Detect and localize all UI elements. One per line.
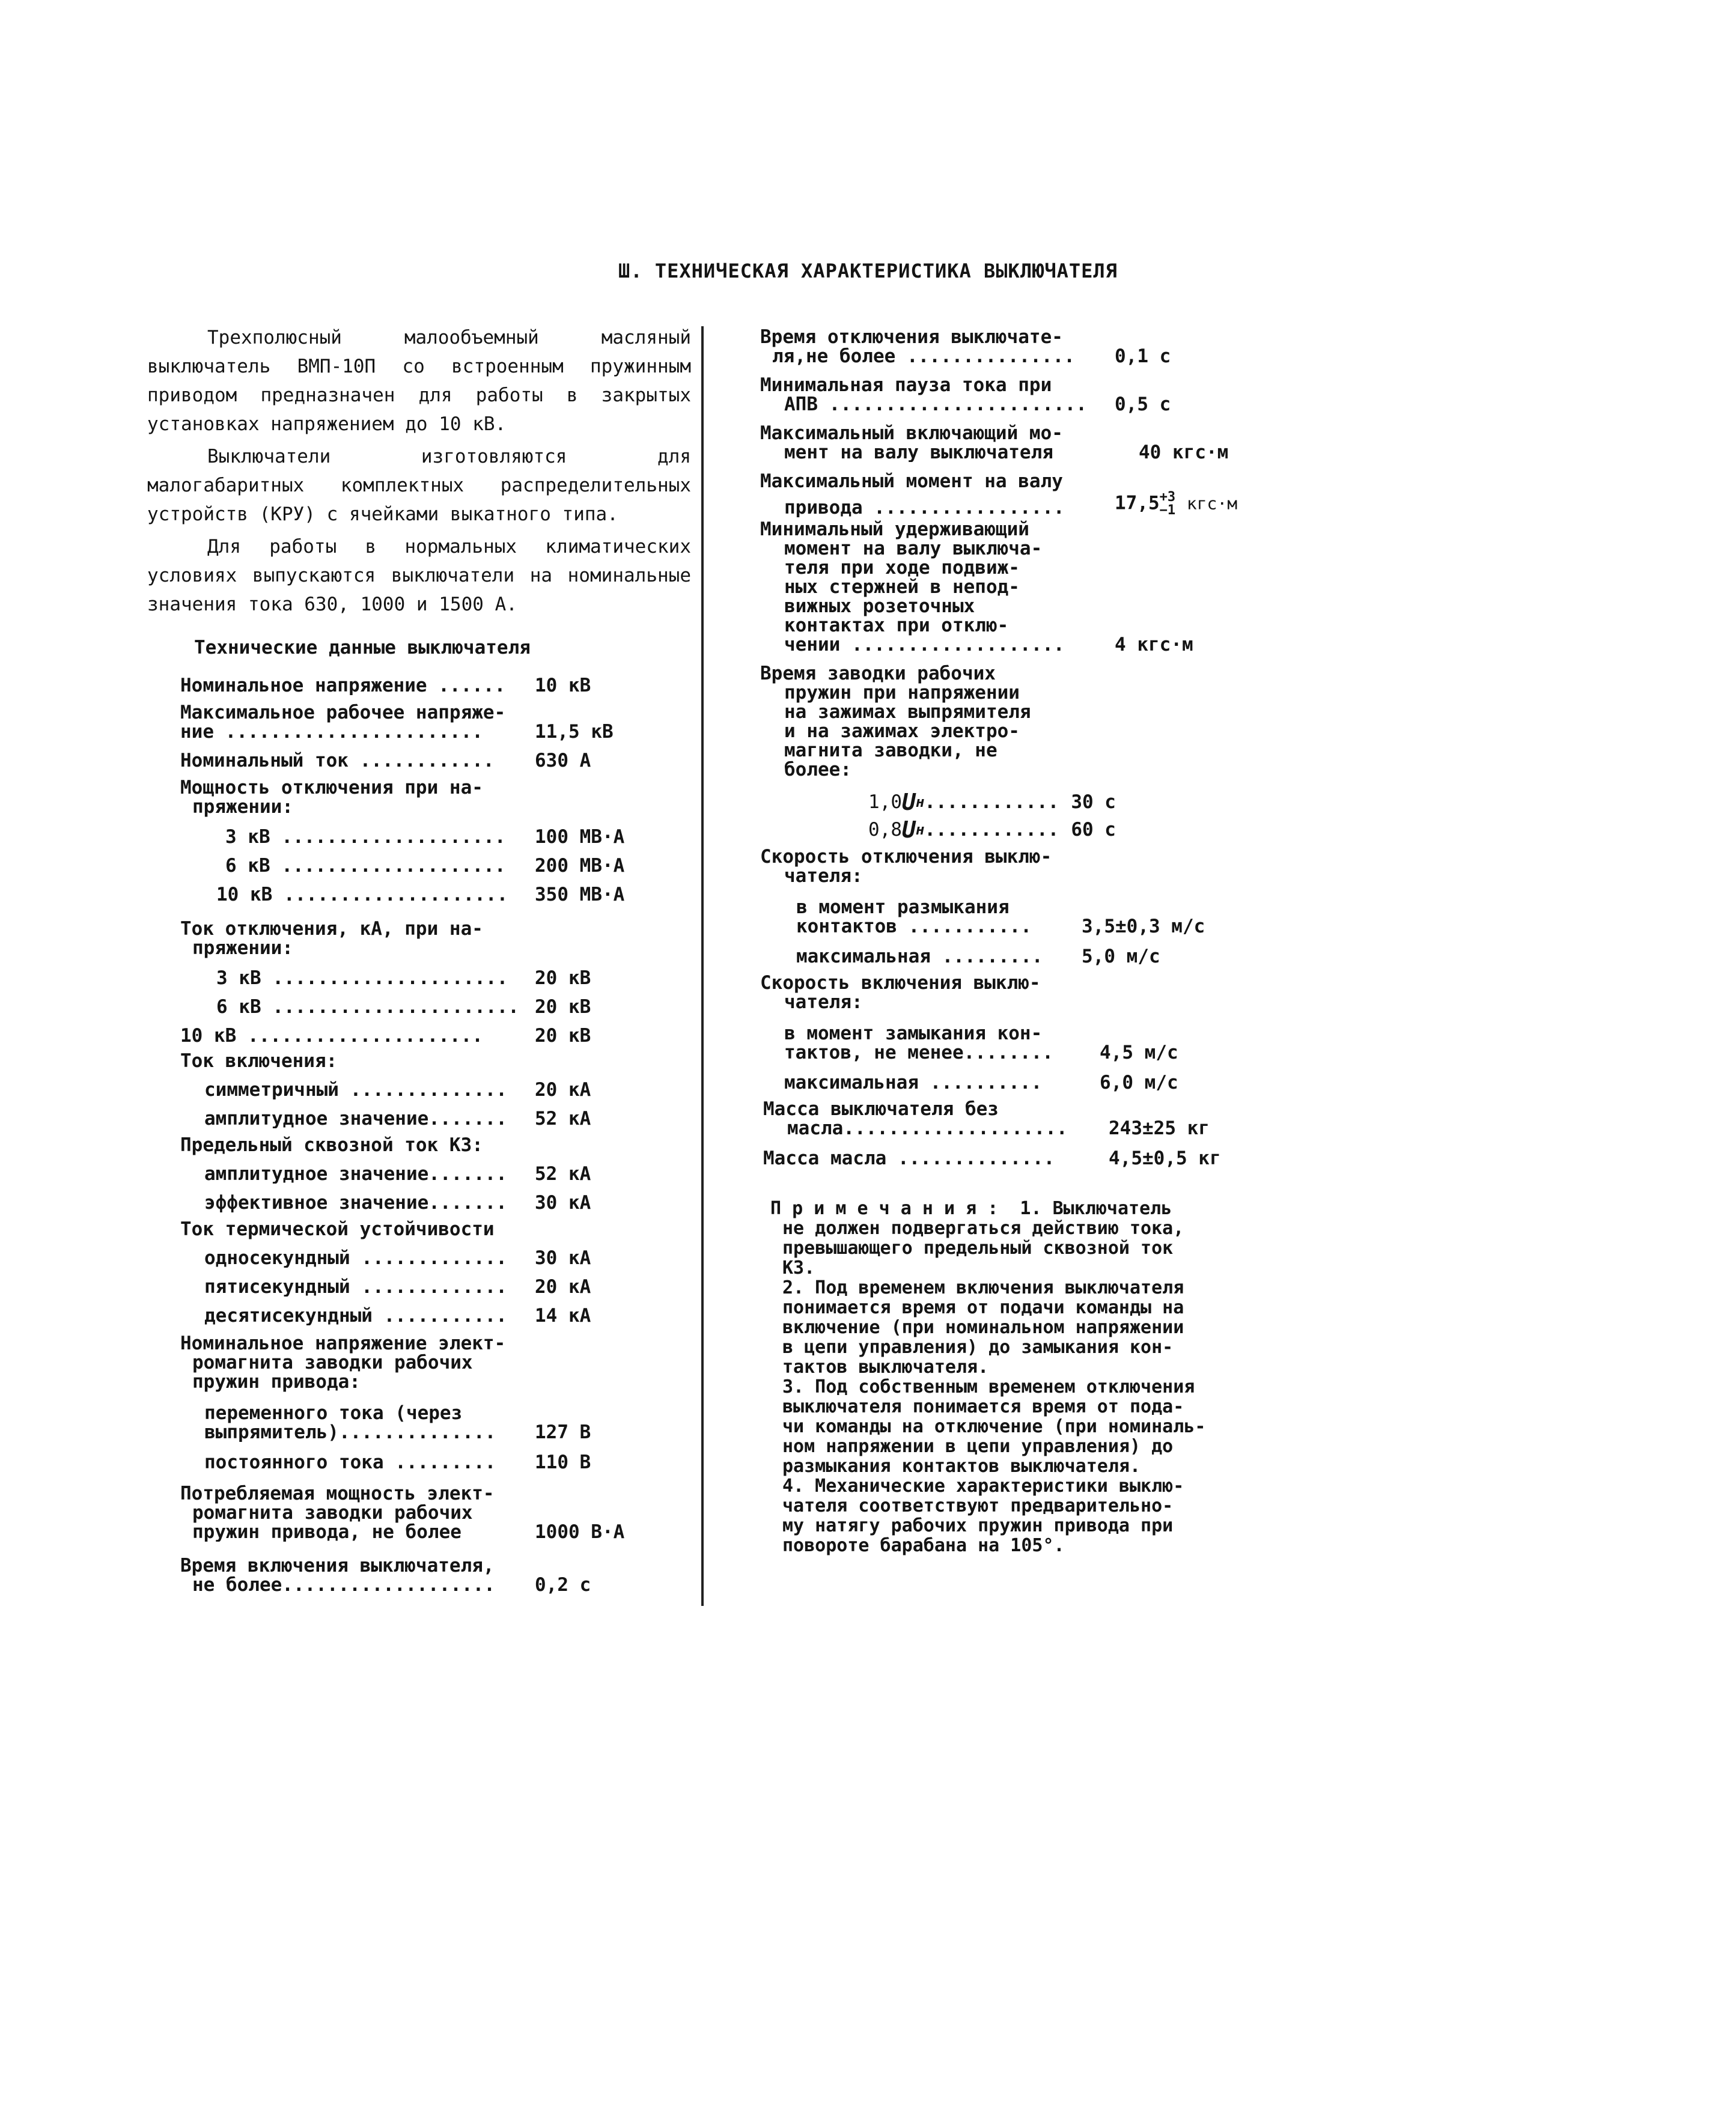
spec-value: 3,5±0,3 м/с — [1082, 916, 1205, 937]
spec-label: и на зажимах электро- — [784, 720, 1020, 742]
charging-row-2 — [760, 816, 1277, 843]
spec-making-current — [180, 1051, 625, 1128]
spec-value: 0,1 с — [1115, 345, 1171, 367]
spec-charging-time — [760, 663, 1277, 843]
note-line: превышающего предельный сквозной ток — [782, 1238, 1174, 1259]
spec-label: Номинальное напряжение элект- — [180, 1333, 506, 1354]
spec-value: 30 кА — [535, 1247, 591, 1269]
spec-label: Предельный сквозной ток КЗ: — [180, 1134, 483, 1156]
spec-label: Ток термической устойчивости — [180, 1218, 495, 1240]
spec-rated-current — [180, 751, 625, 770]
spec-value: 350 МВ·А — [535, 884, 625, 905]
spec-label: Номинальный ток ............ — [180, 751, 495, 770]
spec-value: 30 кА — [535, 1192, 591, 1214]
spec-label: ных стержней в непод- — [784, 576, 1020, 598]
note-line: КЗ. — [782, 1257, 815, 1278]
spec-label: тактов, не менее........ — [784, 1043, 1053, 1062]
intro-paragraph: Выключатели изготовляются для малогабаритных комплектных распределительных устройств (КРУ) с ячейками выкатного типа. — [147, 446, 691, 525]
spec-closing-time — [180, 1556, 625, 1595]
spec-label: симметричный .............. — [204, 1080, 507, 1099]
note-line: в цепи управления) до замыкания кон- — [782, 1337, 1174, 1358]
intro-paragraph: Трехполюсный малообъемный масляный выключатель ВМП-10П со встроенным пружинным приводом предназначен для работы в закрытых установках напряжением до 10 кВ. — [147, 327, 691, 435]
spec-label: пряжении: — [192, 796, 293, 818]
note-line: П р и м е ч а н и я : 1. Выключатель — [770, 1198, 1172, 1219]
torque-value: 17,5 — [1115, 492, 1160, 514]
note-line: размыкания контактов выключателя. — [782, 1456, 1141, 1477]
spec-closing-speed — [760, 973, 1277, 1092]
spec-min-holding-torque — [760, 520, 1277, 654]
spec-max-drive-torque — [760, 472, 1277, 517]
spec-label: Скорость отключения выклю- — [760, 846, 1052, 868]
spec-opening-time — [760, 327, 1277, 366]
spec-label: Ток отключения, кА, при на- — [180, 918, 483, 940]
spec-value: 10 кВ — [535, 675, 591, 696]
spec-value: 20 кА — [535, 1079, 591, 1101]
spec-label: мент на валу выключателя — [784, 443, 1053, 462]
intro-paragraph: Для работы в нормальных климатических условиях выпускаются выключатели на номинальные значения тока 630, 1000 и 1500 А. — [147, 536, 691, 615]
spec-label: не более................... — [192, 1575, 495, 1595]
voltage-symbol: U — [902, 816, 916, 843]
spec-max-voltage — [180, 703, 625, 741]
spec-value: 52 кА — [535, 1108, 591, 1129]
spec-min-pause — [760, 375, 1277, 414]
spec-breaking-power — [180, 778, 625, 904]
section-title: Ш. ТЕХНИЧЕСКАЯ ХАРАКТЕРИСТИКА ВЫКЛЮЧАТЕЛЯ — [618, 260, 1118, 282]
spec-value: 4,5±0,5 кг — [1109, 1148, 1221, 1169]
spec-label: чении ................... — [784, 635, 1065, 654]
spec-value: 127 В — [535, 1421, 591, 1443]
spec-label: пряжении: — [192, 937, 293, 959]
torque-unit: кгс·м — [1186, 493, 1238, 514]
note-line: чателя соответствуют предварительно- — [782, 1495, 1174, 1516]
spec-label: в момент размыкания — [796, 896, 1010, 918]
tolerance-minus: −1 — [1159, 503, 1176, 518]
spec-label: пружин привода: — [192, 1371, 361, 1393]
spec-rated-voltage — [180, 676, 625, 695]
spec-value — [1115, 491, 1237, 517]
spec-value: 20 кВ — [535, 996, 591, 1018]
spec-breaking-current — [180, 919, 625, 1045]
spec-value: 0,2 с — [535, 1574, 591, 1596]
spec-value: 11,5 кВ — [535, 721, 614, 743]
spec-max-closing-torque — [760, 424, 1277, 462]
spec-label: амплитудное значение....... — [204, 1109, 507, 1128]
spec-thermal-current — [180, 1220, 625, 1325]
note-line: ном напряжении в цепи управления) до — [782, 1436, 1174, 1457]
spec-label: ние ....................... — [180, 722, 483, 741]
spec-value: 52 кА — [535, 1163, 591, 1185]
spec-label: АПВ ....................... — [784, 395, 1087, 414]
spec-label: односекундный ............. — [204, 1248, 507, 1268]
spec-label: Время включения выключателя, — [180, 1555, 495, 1576]
spec-label: Время заводки рабочих — [760, 663, 996, 684]
voltage-symbol-sub: н — [915, 794, 925, 810]
spec-label: Номинальное напряжение ...... — [180, 676, 506, 695]
note-line: выключателя понимается время от пода- — [782, 1396, 1184, 1417]
spec-label: десятисекундный ........... — [204, 1306, 507, 1325]
spec-label: Минимальная пауза тока при — [760, 374, 1052, 396]
spec-label: Ток включения: — [180, 1050, 338, 1072]
spec-label: момент на валу выключа- — [784, 538, 1043, 559]
spec-label: постоянного тока ......... — [204, 1453, 496, 1472]
spec-mass-breaker — [763, 1099, 1280, 1138]
spec-value: 30 с — [1071, 791, 1116, 813]
spec-label: ля,не более ............... — [772, 347, 1075, 366]
spec-label: Масса выключателя без — [763, 1098, 999, 1120]
spec-label: ромагнита заводки рабочих — [192, 1502, 473, 1524]
spec-label: ромагнита заводки рабочих — [192, 1352, 473, 1373]
spec-label: 10 кВ .................... — [216, 885, 508, 904]
voltage-symbol-sub: н — [915, 821, 925, 838]
spec-label: максимальная .......... — [784, 1073, 1043, 1092]
spec-label: привода ................. — [784, 498, 1065, 517]
spec-label: переменного тока (через — [204, 1402, 463, 1424]
column-divider — [701, 326, 704, 1606]
spec-label: вижных розеточных — [784, 595, 975, 617]
tolerance-plus: +3 — [1159, 490, 1176, 505]
spec-label: чателя: — [784, 991, 863, 1013]
spec-label: эффективное значение....... — [204, 1193, 507, 1212]
spec-label: контактах при отклю- — [784, 615, 1009, 636]
spec-label: пятисекундный ............. — [204, 1277, 507, 1297]
spec-value: 60 с — [1071, 819, 1116, 841]
note-line: не должен подвергаться действию тока, — [782, 1218, 1184, 1239]
intro-text — [147, 323, 691, 622]
spec-label: выпрямитель).............. — [204, 1423, 496, 1442]
spec-value: 243±25 кг — [1109, 1117, 1210, 1139]
note-line: понимается время от подачи команды на — [782, 1297, 1184, 1318]
spec-label: Максимальное рабочее напряже- — [180, 702, 506, 723]
spec-label: амплитудное значение....... — [204, 1164, 507, 1184]
note-line: включение (при номинальном напряжении — [782, 1317, 1184, 1338]
spec-label: 10 кВ ..................... — [180, 1026, 483, 1045]
notes-block — [770, 1199, 1311, 1555]
spec-value: 0,5 с — [1115, 394, 1171, 415]
spec-magnet-power — [180, 1484, 625, 1542]
spec-opening-speed — [760, 847, 1277, 966]
spec-value: 40 кгс·м — [1139, 442, 1229, 463]
spec-label: пружин привода, не более — [192, 1522, 461, 1542]
charging-coef: 1,0 — [868, 791, 902, 813]
spec-subheading: Технические данные выключателя — [194, 637, 531, 658]
spec-label: магнита заводки, не — [784, 740, 997, 761]
torque-tolerance — [1160, 491, 1176, 517]
spec-label: Время отключения выключате- — [760, 326, 1063, 348]
note-line: чи команды на отключение (при номиналь- — [782, 1416, 1206, 1437]
spec-label: Масса масла .............. — [763, 1149, 1055, 1168]
spec-magnet-voltage — [180, 1334, 625, 1472]
note-line: 4. Механические характеристики выклю- — [782, 1476, 1184, 1497]
spec-label: масла.................... — [787, 1119, 1068, 1138]
voltage-symbol: U — [902, 789, 916, 815]
leader-dots: ............ — [924, 792, 1059, 812]
charging-row-1 — [760, 789, 1277, 815]
spec-value: 630 А — [535, 750, 591, 771]
spec-label: Мощность отключения при на- — [180, 777, 483, 798]
charging-coef: 0,8 — [868, 819, 902, 841]
spec-value: 200 МВ·А — [535, 855, 625, 877]
spec-label: в момент замыкания кон- — [784, 1023, 1043, 1044]
spec-value: 20 кВ — [535, 967, 591, 989]
spec-value: 5,0 м/с — [1082, 946, 1160, 967]
spec-value: 4,5 м/с — [1100, 1042, 1178, 1063]
note-line: тактов выключателя. — [782, 1357, 989, 1378]
spec-value: 6,0 м/с — [1100, 1072, 1178, 1093]
spec-label: Потребляемая мощность элект- — [180, 1483, 495, 1504]
spec-value: 110 В — [535, 1452, 591, 1473]
spec-value: 4 кгс·м — [1115, 634, 1193, 655]
spec-label: 3 кВ ..................... — [216, 968, 508, 988]
spec-label: контактов ........... — [796, 917, 1032, 936]
spec-mass-oil — [763, 1149, 1280, 1168]
note-line: 3. Под собственным временем отключения — [782, 1376, 1195, 1397]
spec-value: 20 кА — [535, 1276, 591, 1298]
spec-value: 14 кА — [535, 1305, 591, 1327]
spec-value: 100 МВ·А — [535, 826, 625, 848]
spec-label: 6 кВ .................... — [225, 856, 506, 875]
spec-label: теля при ходе подвиж- — [784, 557, 1020, 579]
spec-value: 20 кВ — [535, 1025, 591, 1047]
spec-label: пружин при напряжении — [784, 682, 1020, 704]
spec-through-current — [180, 1136, 625, 1212]
note-line: 2. Под временем включения выключателя — [782, 1277, 1184, 1298]
spec-label: более: — [784, 759, 851, 780]
spec-label: 6 кВ ...................... — [216, 997, 519, 1017]
note-line: повороте барабана на 105°. — [782, 1535, 1065, 1556]
spec-label: Максимальный момент на валу — [760, 470, 1063, 492]
spec-label: максимальная ......... — [796, 947, 1043, 966]
spec-value: 1000 В·А — [535, 1521, 625, 1543]
note-line: му натягу рабочих пружин привода при — [782, 1515, 1174, 1536]
spec-label: 3 кВ .................... — [225, 827, 506, 847]
leader-dots: ............ — [924, 820, 1059, 839]
spec-label: Скорость включения выклю- — [760, 972, 1041, 994]
spec-label: на зажимах выпрямителя — [784, 701, 1031, 723]
spec-label: Максимальный включающий мо- — [760, 422, 1063, 444]
spec-label: чателя: — [784, 865, 863, 887]
spec-label: Минимальный удерживающий — [760, 518, 1029, 540]
